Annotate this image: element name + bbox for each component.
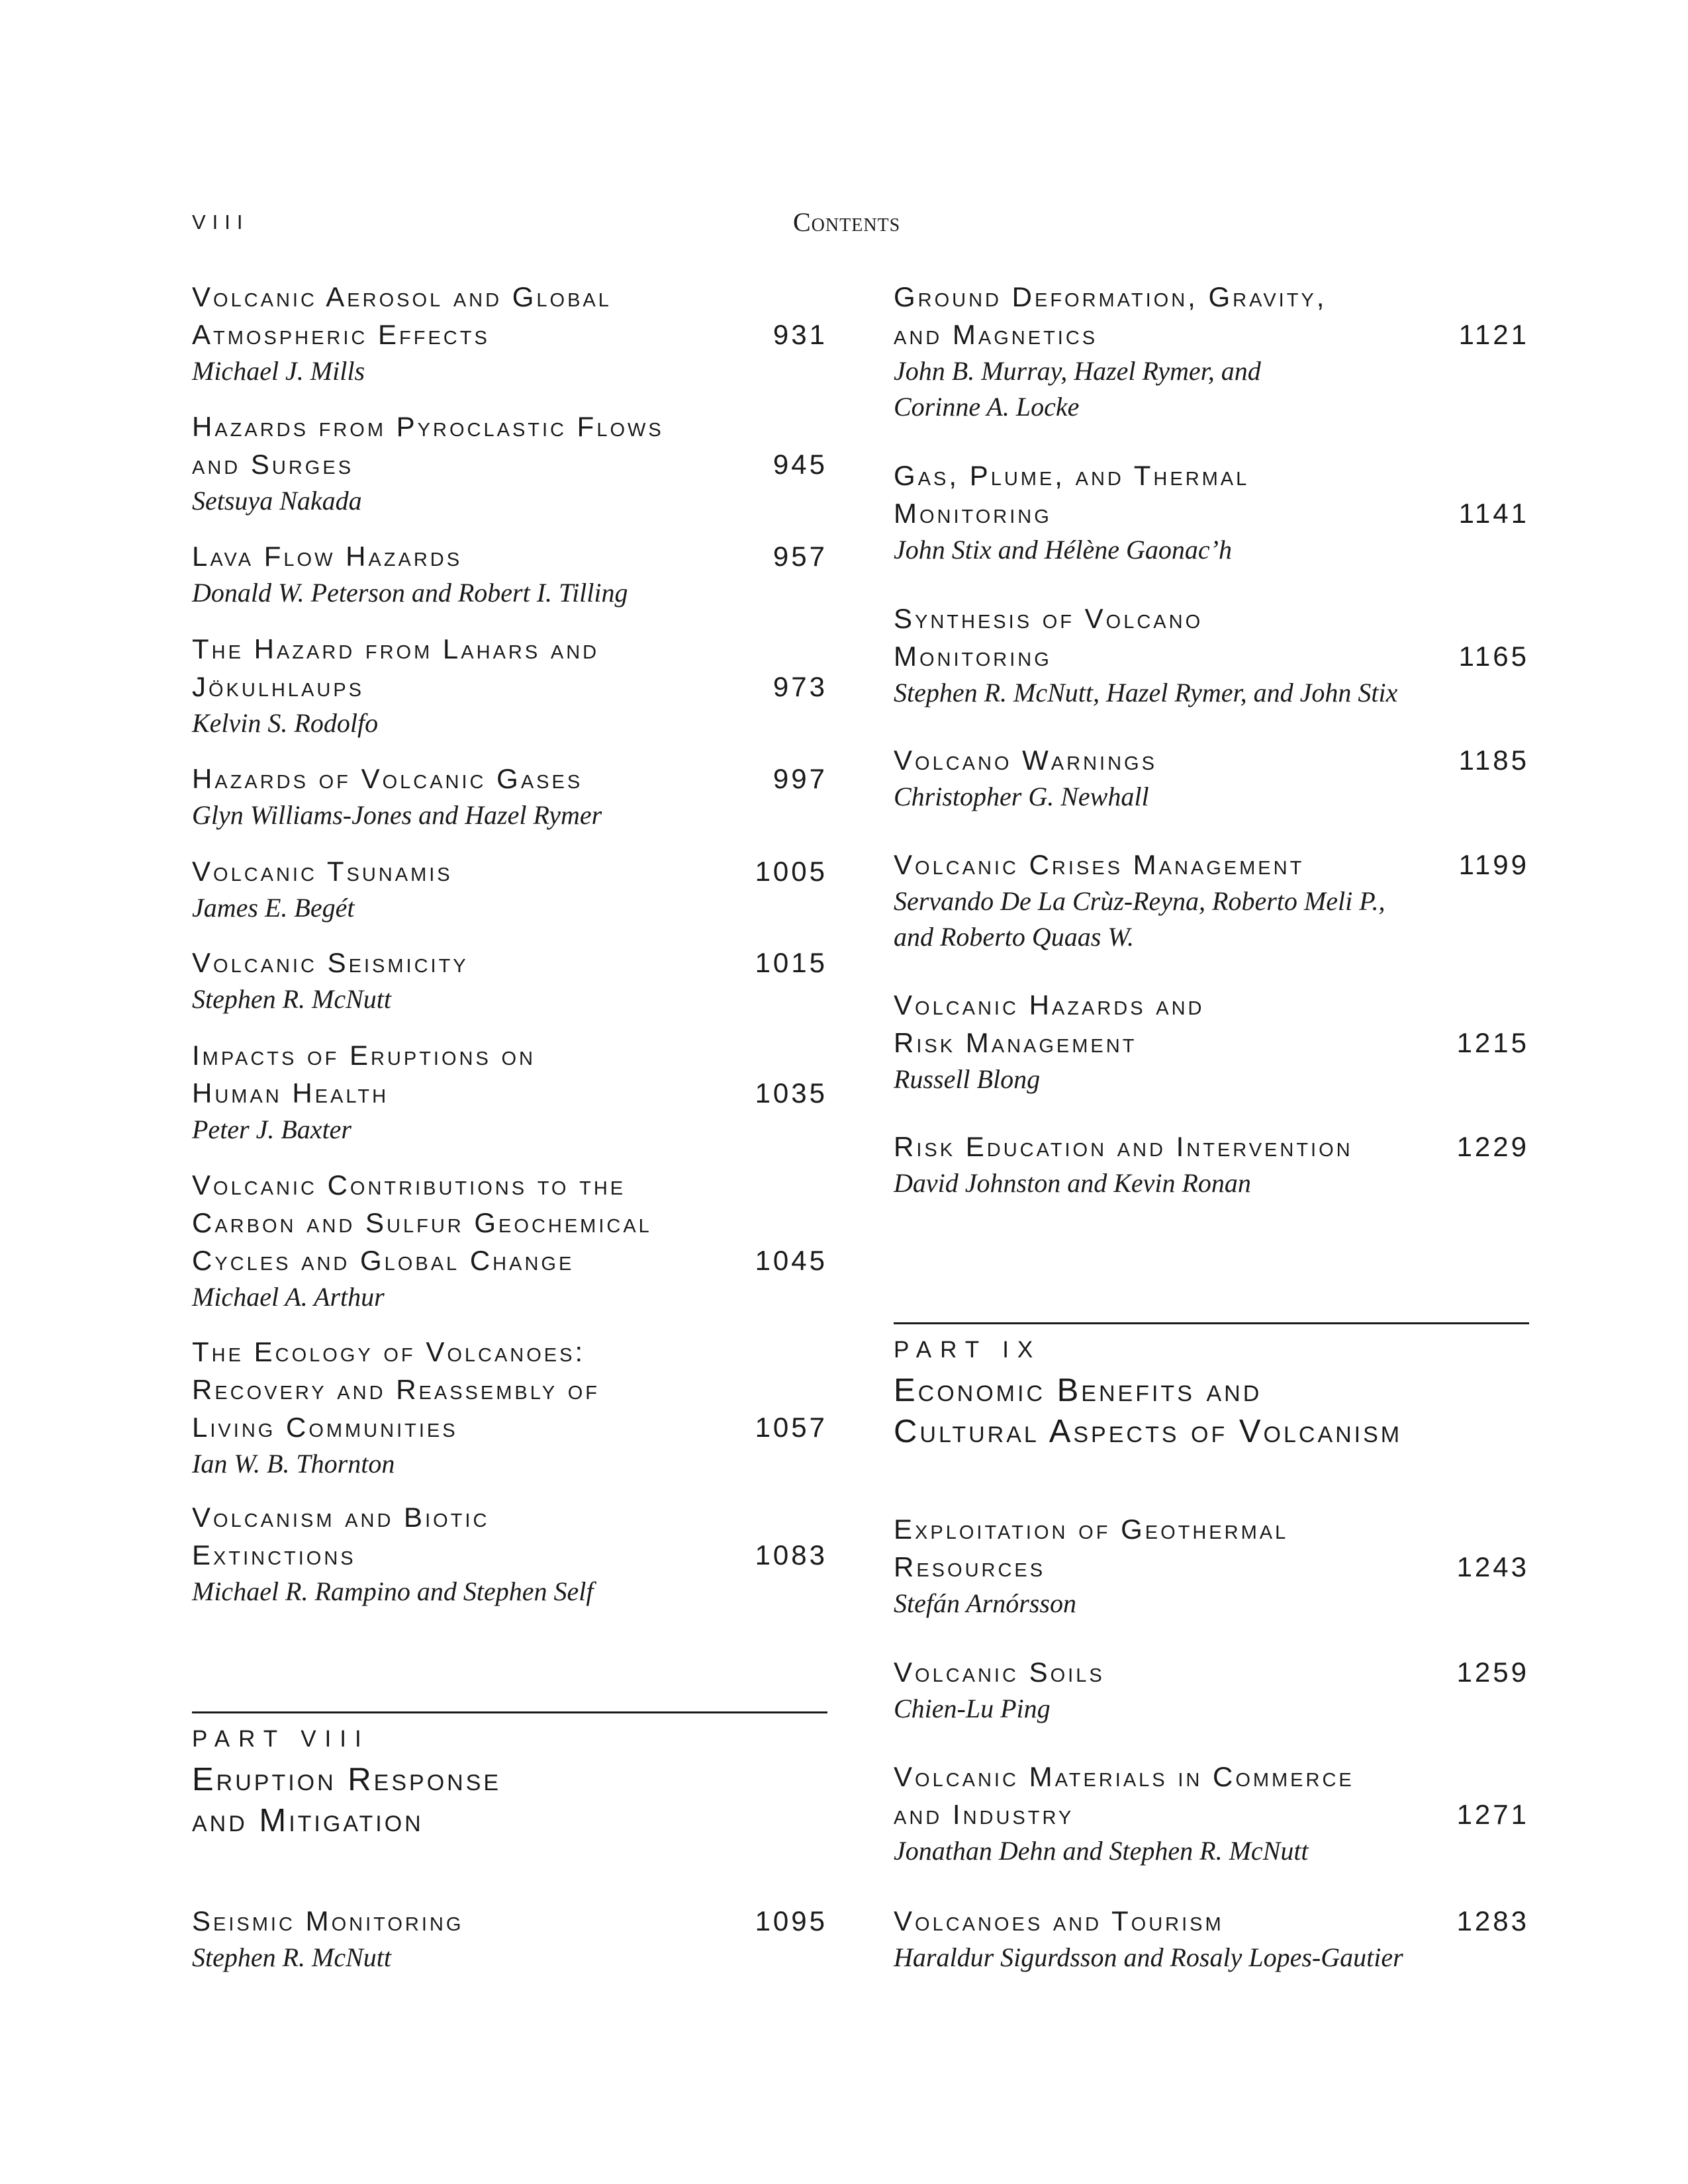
chapter-title-line: Volcanic Tsunamis: [192, 856, 453, 887]
toc-entry[interactable]: [192, 537, 827, 611]
chapter-title-line: Hazards from Pyroclastic Flows: [192, 411, 664, 442]
toc-entry[interactable]: [894, 278, 1529, 425]
chapter-author: Haraldur Sigurdsson and Rosaly Lopes-Gautier: [894, 1942, 1403, 1972]
chapter-title: [192, 852, 827, 890]
chapter-title: [192, 760, 827, 797]
toc-entry[interactable]: [894, 457, 1529, 568]
chapter-title-line: and Surges: [192, 449, 354, 480]
chapter-title-line: Exploitation of Geothermal: [894, 1514, 1289, 1545]
chapter-title-line: Cycles and Global Change: [192, 1245, 575, 1276]
chapter-title-line: Volcanic Crises Management: [894, 849, 1305, 880]
chapter-author: Stefán Arnórsson: [894, 1588, 1076, 1618]
chapter-title-line: Carbon and Sulfur Geochemical: [192, 1207, 652, 1238]
toc-entry[interactable]: [894, 600, 1529, 711]
chapter-title-line: Hazards of Volcanic Gases: [192, 763, 583, 794]
chapter-title-line: Volcanic Hazards and: [894, 989, 1205, 1021]
page-number: 1199: [1458, 849, 1529, 880]
chapter-title: [192, 278, 827, 353]
chapter-author: Donald W. Peterson and Robert I. Tilling: [192, 578, 628, 608]
part-title: [192, 1759, 501, 1841]
part-divider: [894, 1322, 1529, 1324]
chapter-author: Michael R. Rampino and Stephen Self: [192, 1576, 594, 1606]
chapter-title-line: Volcanism and Biotic: [192, 1502, 490, 1533]
running-head: [192, 207, 1509, 244]
chapter-title-line: Risk Management: [894, 1027, 1137, 1058]
chapter-title: [894, 278, 1529, 353]
chapter-title-line: Resources: [894, 1551, 1046, 1582]
chapter-author: Glyn Williams-Jones and Hazel Rymer: [192, 800, 602, 830]
page-number: 931: [773, 319, 827, 350]
chapter-title-line: Volcanic Materials in Commerce: [894, 1761, 1354, 1792]
toc-entry[interactable]: [192, 630, 827, 741]
part-label: PART IX: [894, 1337, 1042, 1363]
chapter-title: [894, 457, 1529, 532]
chapter-title: [894, 1758, 1529, 1833]
chapter-author: Setsuya Nakada: [192, 486, 362, 516]
chapter-title: [894, 1128, 1529, 1165]
page-number: 1095: [755, 1905, 827, 1936]
page-number: 1259: [1456, 1657, 1529, 1688]
page-number: 1215: [1456, 1027, 1529, 1058]
chapter-title-line: Living Communities: [192, 1412, 458, 1443]
toc-entry[interactable]: [894, 741, 1529, 815]
toc-entry[interactable]: [894, 846, 1529, 955]
page-number: 1035: [755, 1077, 827, 1109]
page-number: 957: [773, 541, 827, 572]
chapter-author: Peter J. Baxter: [192, 1115, 352, 1144]
toc-entry[interactable]: [192, 760, 827, 833]
chapter-title-line: Synthesis of Volcano: [894, 603, 1203, 634]
toc-entry[interactable]: [894, 1653, 1529, 1727]
chapter-title-line: Seismic Monitoring: [192, 1905, 464, 1936]
chapter-title-line: Atmospheric Effects: [192, 319, 490, 350]
chapter-title-line: The Ecology of Volcanoes:: [192, 1336, 586, 1367]
chapter-author: Kelvin S. Rodolfo: [192, 708, 379, 738]
chapter-author: David Johnston and Kevin Ronan: [894, 1168, 1251, 1198]
part-title: [894, 1370, 1402, 1452]
part-label: PART VIII: [192, 1726, 370, 1752]
page-number: 1015: [755, 947, 827, 978]
page-number: 1283: [1456, 1905, 1529, 1936]
page-number: 1229: [1456, 1131, 1529, 1162]
chapter-author: Servando De La Crùz-Reyna, Roberto Meli P.,: [894, 886, 1385, 916]
chapter-author: Stephen R. McNutt, Hazel Rymer, and John Stix: [894, 678, 1398, 707]
chapter-title-line: Volcanic Soils: [894, 1657, 1105, 1688]
chapter-author: Christopher G. Newhall: [894, 782, 1149, 811]
toc-entry[interactable]: [192, 944, 827, 1017]
toc-entry[interactable]: [894, 1510, 1529, 1621]
chapter-title-line: Jökulhlaups: [192, 671, 365, 702]
page-number: 1005: [755, 856, 827, 887]
chapter-title: [894, 1510, 1529, 1586]
chapter-title-line: Ground Deformation, Gravity,: [894, 281, 1327, 312]
chapter-author: Corinne A. Locke: [894, 392, 1080, 422]
toc-entry[interactable]: [192, 408, 827, 519]
chapter-title: [894, 1653, 1529, 1691]
chapter-title: [894, 846, 1529, 884]
chapter-title: [894, 741, 1529, 779]
chapter-title-line: Gas, Plume, and Thermal: [894, 460, 1250, 491]
chapter-title-line: Recovery and Reassembly of: [192, 1374, 600, 1405]
chapter-title-line: Monitoring: [894, 498, 1052, 529]
part-divider: [192, 1711, 827, 1713]
toc-entry[interactable]: [894, 1128, 1529, 1201]
chapter-title: [192, 408, 827, 483]
toc-entry[interactable]: [894, 986, 1529, 1097]
chapter-author: Michael A. Arthur: [192, 1282, 385, 1312]
part-title-line: Cultural Aspects of Volcanism: [894, 1414, 1403, 1449]
page-number: 1165: [1458, 641, 1529, 672]
chapter-title-line: Extinctions: [192, 1539, 356, 1570]
chapter-author: Jonathan Dehn and Stephen R. McNutt: [894, 1836, 1309, 1866]
chapter-author: Chien-Lu Ping: [894, 1694, 1051, 1723]
toc-entry[interactable]: [192, 1036, 827, 1148]
page-number: 997: [773, 763, 827, 794]
chapter-title: [192, 1166, 827, 1279]
toc-entry[interactable]: [192, 1333, 827, 1482]
chapter-title-line: Volcano Warnings: [894, 745, 1157, 776]
chapter-title-line: Volcanic Contributions to the: [192, 1169, 626, 1201]
chapter-title: [192, 537, 827, 575]
page-number: 1083: [755, 1539, 827, 1570]
chapter-author: Russell Blong: [894, 1064, 1041, 1094]
chapter-title: [192, 630, 827, 705]
chapter-title: [192, 944, 827, 981]
chapter-title: [894, 986, 1529, 1062]
page-number: 1121: [1458, 319, 1529, 350]
chapter-title: [192, 1333, 827, 1446]
page-number: 945: [773, 449, 827, 480]
page-number: 973: [773, 671, 827, 702]
toc-entry[interactable]: [192, 852, 827, 926]
chapter-title-line: Volcanic Seismicity: [192, 947, 469, 978]
chapter-title-line: Risk Education and Intervention: [894, 1131, 1353, 1162]
chapter-title-line: and Magnetics: [894, 319, 1098, 350]
chapter-author: Stephen R. McNutt: [192, 984, 392, 1014]
chapter-author: Stephen R. McNutt: [192, 1942, 392, 1972]
chapter-title-line: Lava Flow Hazards: [192, 541, 463, 572]
chapter-title-line: The Hazard from Lahars and: [192, 633, 600, 664]
toc-entry[interactable]: [192, 278, 827, 389]
page-number: 1141: [1458, 498, 1529, 529]
page-number: 1045: [755, 1245, 827, 1276]
page-number: 1271: [1456, 1799, 1529, 1830]
running-title: Contents: [793, 207, 901, 237]
chapter-author: and Roberto Quaas W.: [894, 922, 1134, 952]
chapter-title-line: Volcanic Aerosol and Global: [192, 281, 612, 312]
chapter-title: [192, 1902, 827, 1940]
chapter-author: Ian W. B. Thornton: [192, 1449, 395, 1479]
toc-entry[interactable]: [894, 1758, 1529, 1869]
chapter-title: [192, 1036, 827, 1112]
part-title-line: and Mitigation: [192, 1803, 424, 1839]
page-number: 1185: [1458, 745, 1529, 776]
chapter-author: James E. Begét: [192, 893, 355, 923]
toc-entry[interactable]: [192, 1902, 827, 1976]
chapter-title: [894, 1902, 1529, 1940]
chapter-title-line: Human Health: [192, 1077, 389, 1109]
page-number: 1057: [755, 1412, 827, 1443]
chapter-title-line: and Industry: [894, 1799, 1074, 1830]
chapter-title-line: Impacts of Eruptions on: [192, 1040, 536, 1071]
toc-entry[interactable]: [894, 1902, 1529, 1976]
chapter-author: Michael J. Mills: [192, 356, 365, 386]
page-number: 1243: [1456, 1551, 1529, 1582]
chapter-title-line: Volcanoes and Tourism: [894, 1905, 1224, 1936]
toc-entry[interactable]: [192, 1498, 827, 1610]
chapter-author: John B. Murray, Hazel Rymer, and: [894, 356, 1261, 386]
toc-entry[interactable]: [192, 1166, 827, 1315]
chapter-title: [894, 600, 1529, 675]
part-title-line: Eruption Response: [192, 1762, 502, 1797]
page-folio: VIII: [192, 210, 250, 234]
chapter-author: John Stix and Hélène Gaonac’h: [894, 535, 1232, 565]
chapter-title-line: Monitoring: [894, 641, 1052, 672]
chapter-title: [192, 1498, 827, 1574]
part-title-line: Economic Benefits and: [894, 1373, 1262, 1408]
